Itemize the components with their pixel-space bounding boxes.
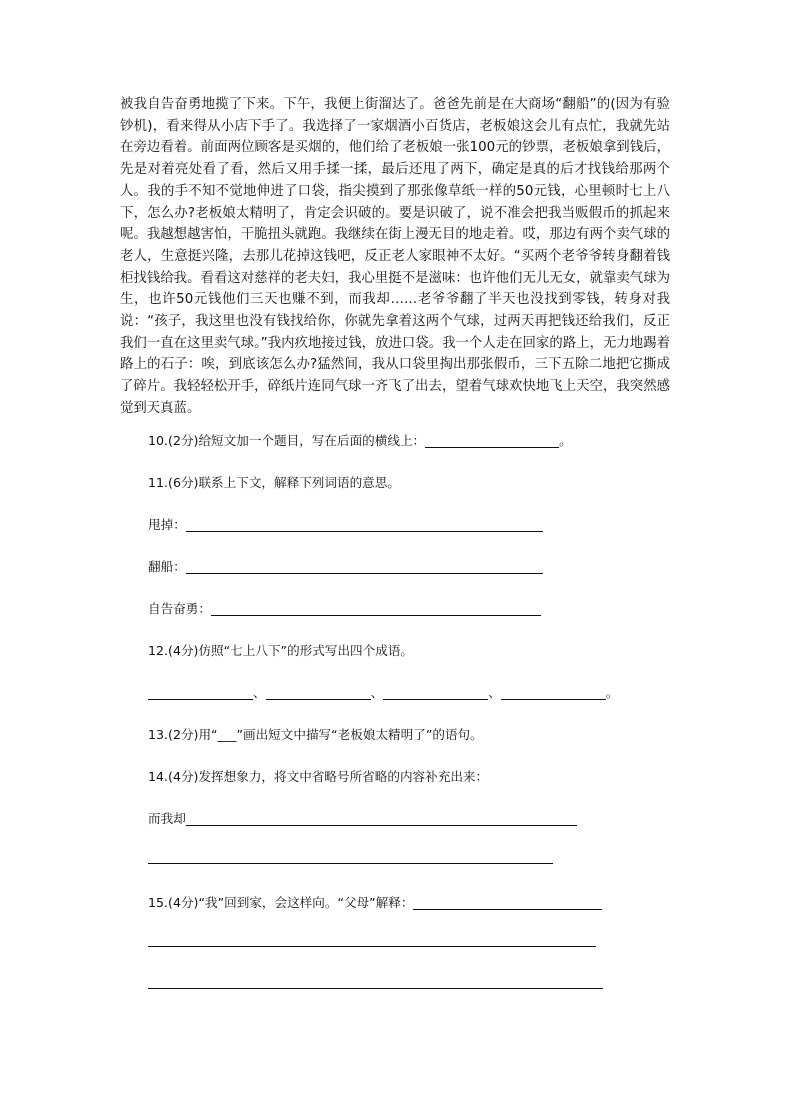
question-15 (148, 892, 602, 911)
term-zigao-label: 自告奋勇： (148, 601, 211, 616)
idiom-separator: 、 (253, 685, 266, 700)
title-answer-line[interactable] (425, 432, 559, 448)
idiom-separator: 、 (370, 685, 384, 700)
idiom-separator: 、 (488, 685, 501, 700)
idiom-answer-line-4[interactable] (501, 684, 606, 700)
term-fanchuan (148, 556, 543, 575)
question-12 (148, 640, 413, 659)
term-shuaidiao-label: 甩掉： (148, 517, 186, 532)
question-12-end: 。 (605, 685, 619, 700)
question-15-answer-line-1[interactable] (413, 894, 602, 910)
question-13 (148, 724, 483, 743)
term-zigao-answer-line[interactable] (211, 600, 541, 616)
term-zigao (148, 598, 541, 617)
idiom-answer-line-2[interactable] (266, 684, 371, 700)
question-15-answer-line-3[interactable] (148, 988, 603, 989)
question-10-end: 。 (559, 433, 572, 448)
term-shuaidiao (148, 514, 543, 533)
question-12-text: 12.(4分)仿照“七上八下”的形式写出四个成语。 (148, 643, 414, 658)
question-10-text: 10.(2分)给短文加一个题目，写在后面的横线上： (148, 433, 426, 448)
term-fanchuan-answer-line[interactable] (186, 558, 543, 574)
question-14-answer-line-1[interactable] (186, 810, 577, 826)
question-13-text: 13.(2分)用“___”画出短文中描写“老板娘太精明了”的语句。 (148, 727, 483, 742)
term-fanchuan-label: 翻船： (148, 559, 186, 574)
reading-passage (120, 94, 670, 420)
question-11 (148, 472, 400, 491)
idiom-answer-line-3[interactable] (383, 684, 488, 700)
term-shuaidiao-answer-line[interactable] (186, 516, 543, 532)
idiom-answers (148, 682, 618, 701)
question-15-text: 15.(4分)“我”回到家，会这样向。“父母”解释： (148, 895, 414, 910)
question-10 (148, 430, 572, 449)
question-14-answer (148, 808, 577, 827)
question-14-text: 14.(4分)发挥想象力，将文中省略号所省略的内容补充出来： (148, 769, 489, 784)
passage-text: 被我自告奋勇地揽了下来。下午，我便上街溜达了。爸爸先前是在大商场“翻船”的(因为有验钞机)，看来得从小店下手了。我选择了一家烟酒小百货店，老板娘这会儿有点忙，我就先站在旁边看着。前面两位顾客是买烟的，他们给了老板娘一张100元的钞票，老板娘拿到钱后，先是对着亮处看了看，然后又用手揉一揉，最后还甩了两下，确定是真的后才找钱给那两个人。我的手不知不觉地伸进了口袋，指尖摸到了那张像草纸一样的50元钱，心里顿时七上八下，怎么办?老板娘太精明了，肯定会识破的。要是识破了，说不准会把我当贩假币的抓起来呢。我越想越害怕，干脆扭头就跑。我继续在街上漫无目的地走着。哎，那边有两个卖气球的老人，生意挺兴隆，去那儿花掉这钱吧，反正老人家眼神不太好。“买两个老爷爷转身翻着钱柜找钱给我。看看这对慈祥的老夫妇，我心里挺不是滋味：也许他们无儿无女，就靠卖气球为生，也许50元钱他们三天也赚不到，而我却……老爷爷翻了半天也没找到零钱，转身对我说：“孩子，我这里也没有钱找给你，你就先拿着这两个气球，过两天再把钱还给我们，反正我们一直在这里卖气球。”我内疚地接过钱，放进口袋。我一个人走在回家的路上，无力地踢着路上的石子：唉，到底该怎么办?猛然间，我从口袋里掏出那张假币，三下五除二地把它撕成了碎片。我轻轻松开手，碎纸片连同气球一齐飞了出去，望着气球欢快地飞上天空，我突然感觉到天真蓝。 (120, 97, 670, 416)
idiom-answer-line-1[interactable] (148, 684, 253, 700)
question-11-text: 11.(6分)联系上下文，解释下列词语的意思。 (148, 475, 400, 490)
question-14-answer-line-2[interactable] (148, 863, 553, 864)
question-15-answer-line-2[interactable] (148, 946, 596, 947)
question-14 (148, 766, 488, 785)
question-14-prefix: 而我却 (148, 811, 186, 826)
